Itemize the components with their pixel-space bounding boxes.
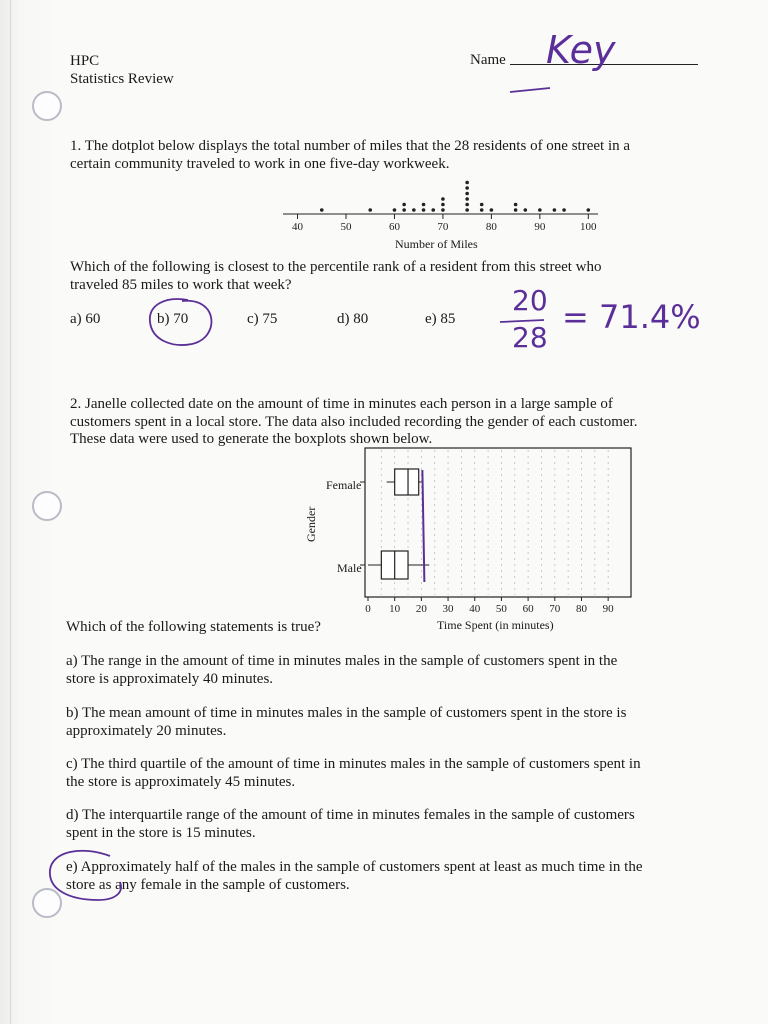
dotplot-tick-label: 60 [388, 221, 400, 233]
dotplot-x-axis-label: Number of Miles [395, 237, 478, 251]
q1-choice-d[interactable]: d) 80 [337, 311, 369, 327]
dotplot-tick-label: 40 [292, 221, 304, 233]
fraction-bar [500, 320, 544, 322]
q1-question-line-2: traveled 85 miles to work that week? [70, 277, 292, 293]
q2-choice-c-line-1[interactable]: c) The third quartile of the amount of time in minutes males in the sample of customers spent in [66, 756, 641, 772]
q2-choice-c-line-2[interactable]: the store is approximately 45 minutes. [66, 774, 296, 790]
q2-prompt-line-2: customers spent in a local store. The data also included recording the gender of each customer. [70, 414, 638, 430]
q2-prompt-line-1: 2. Janelle collected date on the amount of time in minutes each person in a large sample of [70, 396, 613, 412]
dotplot-tick-label: 70 [437, 221, 449, 233]
handwritten-result: = 71.4% [562, 298, 701, 336]
boxplot-tick-label: 70 [549, 603, 561, 615]
boxplot-tick-label: 60 [522, 603, 534, 615]
q2-choice-a-line-2[interactable]: store is approximately 40 minutes. [66, 671, 274, 687]
boxplot-male-label: Male [337, 561, 362, 575]
name-underline-stroke [510, 88, 550, 92]
q1-choice-e[interactable]: e) 85 [425, 311, 456, 327]
q2-choice-e-line-1[interactable]: e) Approximately half of the males in the sample of customers spent at least as much time in the [66, 859, 643, 875]
q2-question: Which of the following statements is true? [66, 619, 321, 635]
handwritten-name: Key [546, 28, 616, 72]
q2-choice-d-line-1[interactable]: d) The interquartile range of the amount of time in minutes females in the sample of customers [66, 807, 635, 823]
q1-choice-b[interactable]: b) 70 [157, 311, 189, 327]
handwritten-numerator: 20 [512, 284, 548, 317]
q2-answer-circle [50, 851, 121, 900]
q1-choice-c[interactable]: c) 75 [247, 311, 278, 327]
q2-choice-e-line-2[interactable]: store as any female in the sample of customers. [66, 877, 350, 893]
q2-prompt-line-3: These data were used to generate the boxplots shown below. [70, 431, 433, 447]
boxplot-tick-label: 80 [575, 603, 587, 615]
handwritten-denominator: 28 [512, 321, 548, 354]
dotplot-tick-label: 100 [580, 221, 597, 233]
dotplot-tick-label: 50 [340, 221, 352, 233]
q2-choice-b-line-1[interactable]: b) The mean amount of time in minutes males in the sample of customers spent in the store is [66, 705, 627, 721]
boxplot-tick-label: 10 [389, 603, 401, 615]
course-label: HPC [70, 53, 100, 69]
worksheet-title: Statistics Review [70, 71, 174, 87]
name-label: Name [470, 52, 506, 68]
q1-question-line-1: Which of the following is closest to the percentile rank of a resident from this street who [70, 259, 602, 275]
boxplot-tick-label: 50 [495, 603, 507, 615]
q1-prompt-line-2: certain community traveled to work in one five-day workweek. [70, 156, 450, 172]
boxplot-y-axis-label: Gender [304, 506, 318, 542]
boxplot-tick-label: 20 [415, 603, 427, 615]
boxplot-x-axis-label: Time Spent (in minutes) [437, 618, 554, 632]
q2-choice-b-line-2[interactable]: approximately 20 minutes. [66, 723, 227, 739]
boxplot-tick-label: 30 [442, 603, 454, 615]
q2-choice-a-line-1[interactable]: a) The range in the amount of time in minutes males in the sample of customers spent in the [66, 653, 618, 669]
boxplot-tick-label: 40 [469, 603, 481, 615]
boxplot-female-label: Female [326, 478, 362, 492]
dotplot-tick-label: 90 [534, 221, 546, 233]
q2-choice-d-line-2[interactable]: spent in the store is 15 minutes. [66, 825, 256, 841]
q1-prompt-line-1: 1. The dotplot below displays the total number of miles that the 28 residents of one street in a [70, 138, 631, 154]
dotplot-tick-label: 80 [485, 221, 497, 233]
boxplot-tick-label: 90 [602, 603, 614, 615]
q1-choice-a[interactable]: a) 60 [70, 311, 101, 327]
q1-answer-circle [150, 299, 212, 345]
boxplot-tick-label: 0 [365, 603, 371, 615]
